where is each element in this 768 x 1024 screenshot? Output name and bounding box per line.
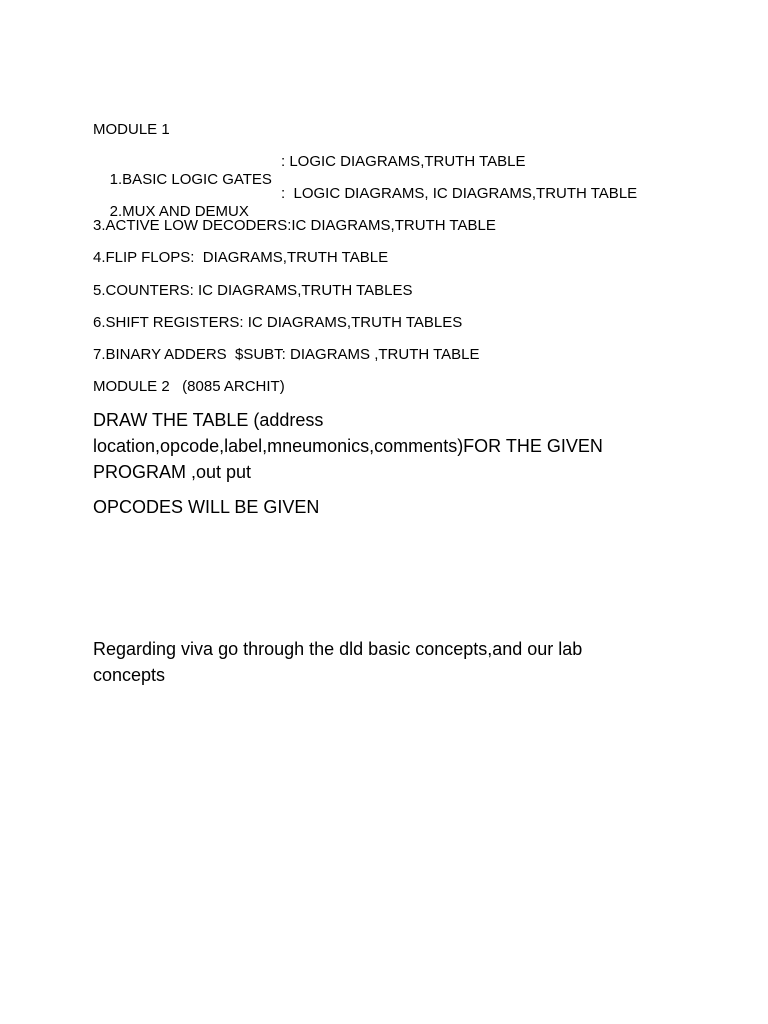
item-2-label: 2.MUX AND DEMUX: [109, 203, 249, 220]
module2-heading: MODULE 2 (8085 ARCHIT): [93, 378, 285, 395]
module1-item-7: 7.BINARY ADDERS $SUBT: DIAGRAMS ,TRUTH TABLE: [93, 346, 480, 363]
item-1-label: 1.BASIC LOGIC GATES: [109, 171, 272, 188]
module1-heading: MODULE 1: [93, 121, 170, 138]
module1-item-6: 6.SHIFT REGISTERS: IC DIAGRAMS,TRUTH TABLES: [93, 314, 463, 331]
module2-note: OPCODES WILL BE GIVEN: [93, 497, 320, 517]
module1-item-4: 4.FLIP FLOPS: DIAGRAMS,TRUTH TABLE: [93, 249, 389, 266]
item-2-desc: : LOGIC DIAGRAMS, IC DIAGRAMS,TRUTH TABLE: [281, 185, 638, 202]
module1-item-5: 5.COUNTERS: IC DIAGRAMS,TRUTH TABLES: [93, 282, 413, 299]
module2-instruction: DRAW THE TABLE (address location,opcode,label,mneumonics,comments)FOR THE GIVEN PROGRAM ,out put: [93, 410, 603, 482]
item-1-desc: : LOGIC DIAGRAMS,TRUTH TABLE: [281, 153, 526, 170]
module1-item-3: 3.ACTIVE LOW DECODERS:IC DIAGRAMS,TRUTH TABLE: [93, 217, 496, 234]
viva-note: Regarding viva go through the dld basic concepts,and our lab concepts: [93, 639, 583, 685]
